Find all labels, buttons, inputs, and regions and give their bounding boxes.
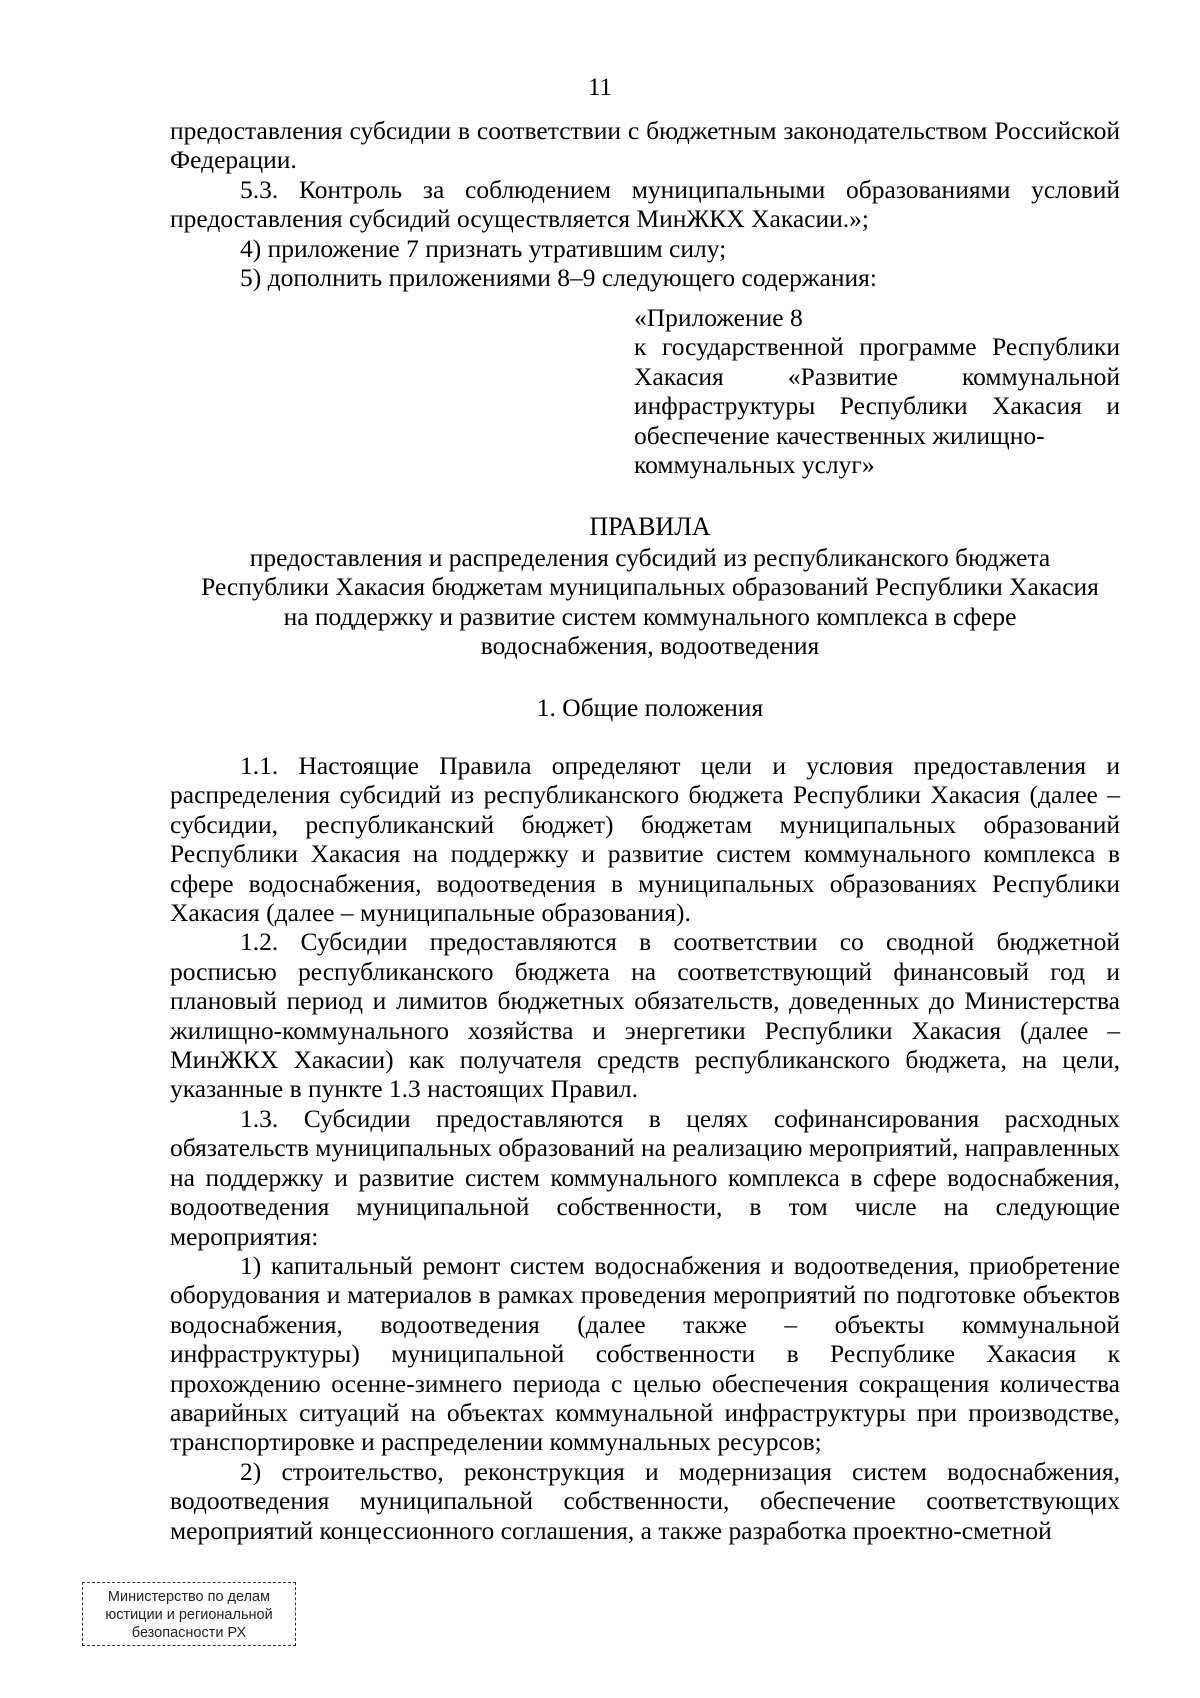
stamp-line: юстиции и региональной	[105, 1607, 273, 1623]
appendix-text: к государственной программе Республики Хакасия «Развитие коммунальной инфраструктуры Республики Хакасия и обеспечение качественных жилищно-	[634, 332, 1120, 450]
paragraph: 1.1. Настоящие Правила определяют цели и условия предоставления и распределения субсидий из республиканского бюджета Республики Хакасия (далее – субсидии, республиканский бюджет) бюджетам муниципальных образований Республики Хакасия на поддержку и развитие систем коммунального комплекса в сфере водоснабжения, водоотведения в муниципальных образованиях Республики Хакасия (далее – муниципальные образования).	[170, 751, 1120, 928]
top-text-block	[170, 116, 1120, 292]
appendix-text-last-line: коммунальных услуг»	[634, 450, 875, 480]
paragraph: 5.3. Контроль за соблюдением муниципальными образованиями условий предоставления субсидий осуществляется МинЖКХ Хакасии.»;	[170, 174, 1120, 234]
paragraph: предоставления субсидии в соответствии с бюджетным законодательством Российской Федерации.	[170, 116, 1120, 175]
rules-subtitle-line: водоснабжения, водоотведения	[480, 631, 820, 661]
paragraph: 5) дополнить приложениями 8–9 следующего содержания:	[240, 263, 877, 293]
stamp-line: Министерство по делам	[107, 1589, 271, 1605]
rules-subtitle	[150, 543, 1150, 661]
appendix-header	[634, 303, 1120, 479]
page-number: 11	[587, 74, 613, 101]
paragraph: 4) приложение 7 признать утратившим силу;	[240, 233, 727, 263]
main-text-block	[170, 751, 1120, 1545]
stamp-line: безопасности РХ	[131, 1625, 247, 1641]
rules-title: ПРАВИЛА	[589, 512, 711, 541]
section-heading: 1. Общие положения	[536, 693, 764, 722]
rules-subtitle-line: Республики Хакасия бюджетам муниципальных образований Республики Хакасия	[201, 572, 1099, 602]
paragraph: 1) капитальный ремонт систем водоснабжения и водоотведения, приобретение оборудования и материалов в рамках проведения мероприятий по подготовке объектов водоснабжения, водоотведения (далее также – объекты коммунальной инфраструктуры) муниципальной собственности в Республике Хакасия к прохождению осенне-зимнего периода с целью обеспечения сокращения количества аварийных ситуаций на объектах коммунальной инфраструктуры при производстве, транспортировке и распределении коммунальных ресурсов;	[170, 1250, 1120, 1457]
paragraph: 1.2. Субсидии предоставляются в соответствии со сводной бюджетной росписью республиканского бюджета на соответствующий финансовый год и плановый период и лимитов бюджетных обязательств, доведенных до Министерства жилищно-коммунального хозяйства и энергетики Республики Хакасия (далее – МинЖКХ Хакасии) как получателя средств республиканского бюджета, на цели, указанные в пункте 1.3 настоящих Правил.	[170, 927, 1120, 1104]
appendix-title: «Приложение 8	[634, 303, 803, 332]
ministry-stamp	[82, 1582, 296, 1646]
paragraph: 2) строительство, реконструкция и модернизация систем водоснабжения, водоотведения муниципальной собственности, обеспечение соответствующих мероприятий концессионного соглашения, а также разработка проектно-сметной	[170, 1456, 1120, 1545]
paragraph: 1.3. Субсидии предоставляются в целях софинансирования расходных обязательств муниципальных образований на реализацию мероприятий, направленных на поддержку и развитие систем коммунального комплекса в сфере водоснабжения, водоотведения муниципальной собственности, в том числе на следующие мероприятия:	[170, 1103, 1120, 1251]
rules-subtitle-line: на поддержку и развитие систем коммунального комплекса в сфере	[283, 601, 1017, 631]
rules-subtitle-line: предоставления и распределения субсидий из республиканского бюджета	[249, 543, 1051, 572]
